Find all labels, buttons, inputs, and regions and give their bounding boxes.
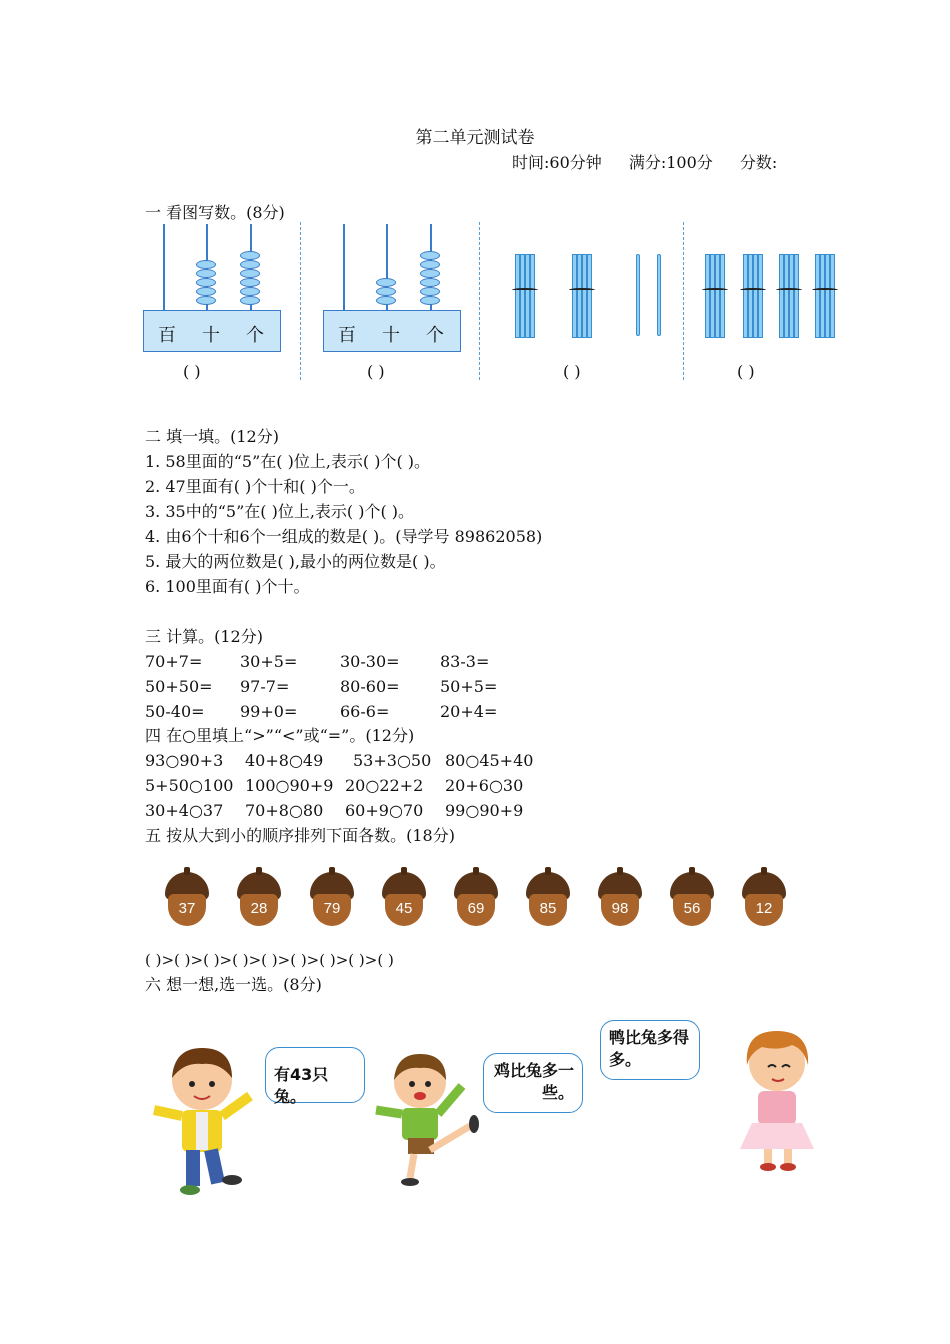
question-item: 2. 47里面有( )个十和( )个一。 <box>145 477 365 496</box>
answer-blank-2[interactable]: ( ) <box>367 362 385 381</box>
acorn-value: 28 <box>250 900 268 917</box>
exam-meta <box>512 153 799 173</box>
compare-item: 20○22+2 <box>345 776 424 795</box>
calc-item: 83-3= <box>440 652 490 671</box>
calc-item: 50+50= <box>145 677 213 696</box>
acorn-value: 37 <box>178 900 196 917</box>
acorn-number <box>742 870 786 926</box>
acorn-value: 12 <box>755 900 773 917</box>
answer-blank-3[interactable]: ( ) <box>563 362 581 381</box>
hundreds-label: 百 <box>158 325 176 346</box>
calc-item: 97-7= <box>240 677 290 696</box>
compare-item: 5+50○100 <box>145 776 234 795</box>
stick-bundle <box>814 254 836 338</box>
question-item: 4. 由6个十和6个一组成的数是( )。(导学号 89862058) <box>145 527 543 546</box>
stick-bundle <box>742 254 764 338</box>
divider <box>300 222 301 380</box>
stick-bundle <box>571 254 593 338</box>
calc-row <box>145 702 497 722</box>
abacus-1 <box>143 222 281 354</box>
section-5-heading: 五 按从大到小的顺序排列下面各数。(18分) <box>145 826 455 845</box>
boy-character-1 <box>140 1040 260 1200</box>
tens-label: 十 <box>382 325 400 346</box>
page-title: 第二单元测试卷 <box>415 128 535 148</box>
stick-bundle <box>704 254 726 338</box>
acorn-value: 69 <box>467 900 485 917</box>
speech-bubble-3: 鸭比兔多得多。 <box>600 1020 700 1080</box>
calc-item: 30+5= <box>240 652 298 671</box>
compare-item: 93○90+3 <box>145 751 224 770</box>
compare-row <box>145 751 533 771</box>
acorn-number <box>165 870 209 926</box>
acorn-number <box>670 870 714 926</box>
compare-item: 40+8○49 <box>245 751 324 770</box>
compare-item: 70+8○80 <box>245 801 324 820</box>
calc-item: 30-30= <box>340 652 400 671</box>
acorn-number <box>598 870 642 926</box>
acorn-number <box>237 870 281 926</box>
section-6-heading: 六 想一想,选一选。(8分) <box>145 975 322 994</box>
single-stick <box>636 254 640 336</box>
question-item: 1. 58里面的“5”在( )位上,表示( )个( )。 <box>145 452 431 471</box>
acorn-value: 45 <box>395 900 413 917</box>
time-limit: 时间:60分钟 <box>512 153 602 172</box>
question-item: 3. 35中的“5”在( )位上,表示( )个( )。 <box>145 502 415 521</box>
stick-bundle <box>514 254 536 338</box>
single-stick <box>657 254 661 336</box>
calc-item: 80-60= <box>340 677 400 696</box>
section-2-heading: 二 填一填。(12分) <box>145 427 279 446</box>
compare-row <box>145 801 523 821</box>
acorn-number <box>382 870 426 926</box>
acorn-number <box>310 870 354 926</box>
compare-item: 60+9○70 <box>345 801 424 820</box>
full-score: 满分:100分 <box>628 153 713 172</box>
acorn-value: 56 <box>683 900 701 917</box>
compare-item: 100○90+9 <box>245 776 334 795</box>
calc-row <box>145 677 497 697</box>
boy-character-2 <box>370 1050 490 1190</box>
compare-item: 80○45+40 <box>445 751 534 770</box>
ones-label: 个 <box>426 325 444 346</box>
compare-item: 53+3○50 <box>353 751 432 770</box>
calc-item: 20+4= <box>440 702 498 721</box>
divider <box>479 222 480 380</box>
ones-label: 个 <box>246 325 264 346</box>
calc-row <box>145 652 489 672</box>
divider <box>683 222 684 380</box>
calc-item: 50+5= <box>440 677 498 696</box>
speech-bubble-1: 有43只兔。 <box>265 1047 365 1103</box>
acorn-value: 79 <box>323 900 341 917</box>
acorn-number <box>526 870 570 926</box>
compare-item: 99○90+9 <box>445 801 524 820</box>
compare-item: 30+4○37 <box>145 801 224 820</box>
tens-label: 十 <box>202 325 220 346</box>
compare-item: 20+6○30 <box>445 776 524 795</box>
section-4-heading: 四 在○里填上“>”“<”或“=”。(12分) <box>145 726 415 745</box>
section-3-heading: 三 计算。(12分) <box>145 627 263 646</box>
answer-blank-1[interactable]: ( ) <box>183 362 201 381</box>
calc-item: 66-6= <box>340 702 390 721</box>
hundreds-label: 百 <box>338 325 356 346</box>
speech-bubble-2: 鸡比兔多一些。 <box>483 1053 583 1113</box>
acorn-value: 85 <box>539 900 557 917</box>
girl-character <box>732 1025 822 1175</box>
acorn-number <box>454 870 498 926</box>
question-item: 5. 最大的两位数是( ),最小的两位数是( )。 <box>145 552 446 571</box>
calc-item: 70+7= <box>145 652 203 671</box>
compare-row <box>145 776 523 796</box>
calc-item: 50-40= <box>145 702 205 721</box>
order-answer-line[interactable]: ( )>( )>( )>( )>( )>( )>( )>( )>( ) <box>145 951 394 969</box>
acorn-value: 98 <box>611 900 629 917</box>
stick-bundle <box>778 254 800 338</box>
calc-item: 99+0= <box>240 702 298 721</box>
score-field: 分数: <box>739 153 778 172</box>
section-1-heading: 一 看图写数。(8分) <box>145 203 285 222</box>
answer-blank-4[interactable]: ( ) <box>737 362 755 381</box>
question-item: 6. 100里面有( )个十。 <box>145 577 310 596</box>
abacus-2 <box>323 222 461 354</box>
